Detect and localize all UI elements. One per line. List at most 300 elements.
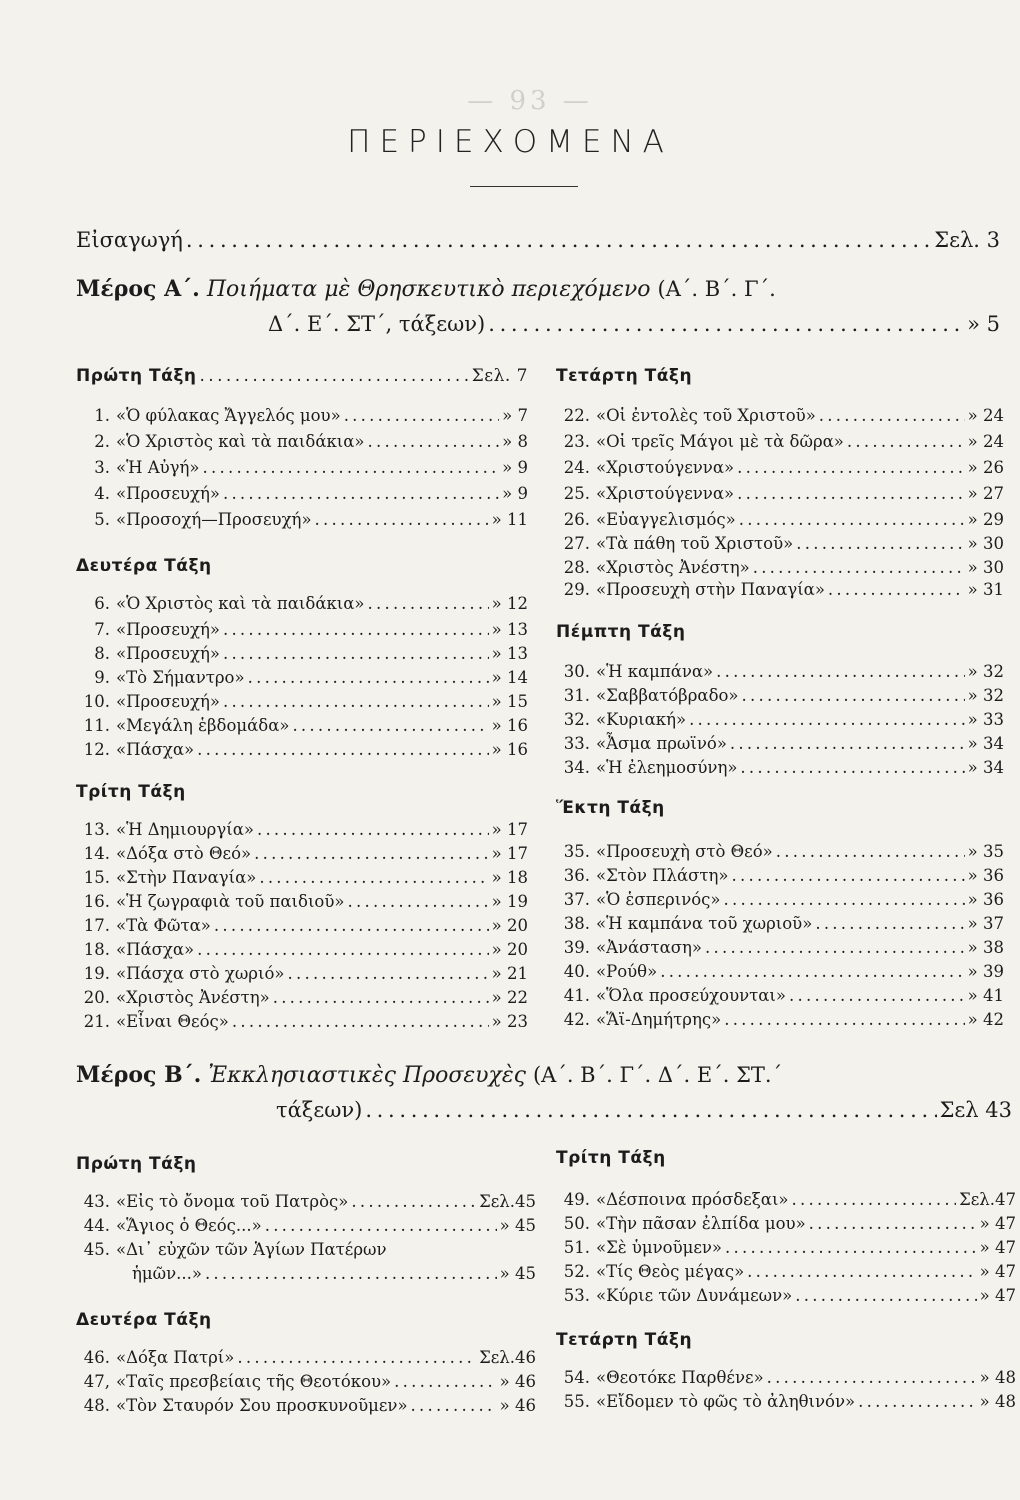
entry-page: » 13 (491, 620, 528, 639)
entry-page: » 12 (491, 594, 528, 613)
leader-dots (186, 228, 931, 252)
entry-page: » 23 (491, 1012, 528, 1031)
entry-page: » 48 (979, 1392, 1016, 1411)
page-title: ΠΕΡΙΕΧΟΜΕΝΑ (347, 124, 673, 160)
leader-dots (223, 484, 499, 503)
entry-number: 43. (83, 1192, 110, 1211)
entry-number: 46. (83, 1348, 110, 1367)
leader-dots (488, 312, 964, 336)
entry-number: 7. (94, 620, 110, 639)
entry-page: » 24 (967, 406, 1004, 425)
toc-entry[interactable] (556, 710, 1004, 729)
part-a-classes-2: Δ΄. Ε΄. ΣΤ΄, τάξεων) (268, 312, 486, 336)
entry-number: 22. (563, 406, 590, 425)
leader-dots (232, 1012, 489, 1031)
toc-entry[interactable] (556, 1368, 1016, 1387)
entry-title: «Δόξα στὸ Θεό» (116, 844, 252, 863)
entry-number: 52. (563, 1262, 590, 1281)
entry-page: » 47 (979, 1286, 1016, 1305)
toc-entry[interactable] (556, 1262, 1016, 1281)
entry-title: «Ταῖς πρεσβείαις τῆς Θεοτόκου» (116, 1372, 392, 1391)
entry-title: «Δι᾽ εὐχῶν τῶν Ἁγίων Πατέρων (116, 1240, 387, 1259)
entry-number: 15. (83, 868, 110, 887)
leader-dots (288, 964, 489, 983)
entry-title: «Τίς Θεὸς μέγας» (596, 1262, 745, 1281)
entry-title: «Εἴδομεν τὸ φῶς τὸ ἀληθινόν» (596, 1392, 856, 1411)
entry-number: 3. (94, 458, 110, 477)
toc-entry[interactable] (76, 892, 528, 911)
leader-dots (767, 1368, 977, 1387)
toc-entry[interactable] (76, 940, 528, 959)
leader-dots (273, 988, 489, 1007)
entry-number: 41. (563, 986, 590, 1005)
entry-title: «Σὲ ὑμνοῦμεν» (596, 1238, 723, 1257)
entry-title: «Ἅϊ-Δημήτρης» (596, 1010, 722, 1029)
leader-dots (394, 1372, 497, 1391)
entry-title: «Κυριακή» (596, 710, 687, 729)
entry-page: » 34 (967, 758, 1004, 777)
entry-page: » 19 (491, 892, 528, 911)
entry-number: 42. (563, 1010, 590, 1029)
part-b-classes: (Α΄. Β΄. Γ΄. Δ΄. Ε΄. ΣΤ.΄ (532, 1063, 783, 1087)
entry-number: 44. (83, 1216, 110, 1235)
toc-entry[interactable] (556, 580, 1004, 599)
entry-title: «Ἡ καμπάνα τοῦ χωριοῦ» (596, 914, 813, 933)
entry-page: » 47 (979, 1262, 1016, 1281)
toc-entry[interactable] (556, 962, 1004, 981)
entry-number: 4. (94, 484, 110, 503)
part-b-heading-cont (276, 1098, 1012, 1122)
part-b-label: Μέρος Β΄. (76, 1062, 202, 1088)
leader-dots (254, 844, 489, 863)
entry-page: » 7 (502, 406, 528, 425)
entry-page: » 18 (491, 868, 528, 887)
entry-number: 37. (563, 890, 590, 909)
entry-title: «Θεοτόκε Παρθένε» (596, 1368, 764, 1387)
leader-dots (367, 594, 488, 613)
entry-number: 48. (83, 1396, 110, 1415)
entry-number: 38. (563, 914, 590, 933)
leader-dots (347, 892, 488, 911)
entry-title: «Ἡ Δημιουργία» (116, 820, 254, 839)
leader-dots (411, 1396, 497, 1415)
entry-number: 25. (563, 484, 590, 503)
entry-page: » 37 (967, 914, 1004, 933)
leader-dots (214, 916, 489, 935)
entry-page: » 36 (967, 866, 1004, 885)
entry-page: » 20 (491, 940, 528, 959)
toc-entry[interactable] (76, 668, 528, 687)
toc-entry[interactable] (76, 458, 528, 477)
toc-entry[interactable] (76, 1012, 528, 1031)
part-a-classes: (Α΄. Β΄. Γ΄. (657, 277, 776, 301)
entry-title: «Δέσποινα πρόσδεξαι» (596, 1190, 789, 1209)
entry-title: «Τὰ Φῶτα» (116, 916, 211, 935)
toc-entry[interactable] (556, 686, 1004, 705)
toc-entry[interactable] (556, 662, 1004, 681)
part-a-heading[interactable] (76, 276, 776, 302)
entry-page: » 31 (967, 580, 1004, 599)
leader-dots (858, 1392, 977, 1411)
entry-title: «Προσευχή» (116, 484, 220, 503)
leader-dots (199, 366, 468, 386)
entry-title: «Τὸ Σήμαντρο» (116, 668, 245, 687)
toc-entry[interactable] (76, 916, 528, 935)
entry-title: «Στὸν Πλάστη» (596, 866, 729, 885)
toc-entry[interactable] (556, 1392, 1016, 1411)
entry-number: 11. (83, 716, 110, 735)
entry-number: 32. (563, 710, 590, 729)
entry-page: » 27 (967, 484, 1004, 503)
toc-entry[interactable] (556, 558, 1004, 577)
section-title: Ἕκτη Τάξη (556, 798, 665, 818)
leader-dots (248, 668, 489, 687)
entry-title-cont: ἡμῶν...» (132, 1264, 202, 1283)
entry-page: » 29 (967, 510, 1004, 529)
entry-page: » 41 (967, 986, 1004, 1005)
leader-dots (731, 866, 964, 885)
toc-entry[interactable] (76, 1216, 536, 1235)
entry-page: » 13 (491, 644, 528, 663)
leader-dots (847, 432, 965, 451)
entry-title: «Προσοχή—Προσευχή» (116, 510, 312, 529)
entry-title: «Ὁ Χριστὸς καὶ τὰ παιδάκια» (116, 432, 365, 451)
entry-number: 30. (563, 662, 590, 681)
entry-number: 55. (563, 1392, 590, 1411)
entry-title: «Ρούθ» (596, 962, 658, 981)
leader-dots (730, 734, 965, 753)
entry-title: «Χριστὸς Ἀνέστη» (116, 988, 270, 1007)
entry-page: » 42 (967, 1010, 1004, 1029)
leader-dots (689, 710, 965, 729)
intro-label: Εἰσαγωγή (76, 228, 183, 252)
entry-page: » 30 (967, 534, 1004, 553)
toc-entry[interactable] (556, 1190, 1016, 1209)
entry-number: 18. (83, 940, 110, 959)
leader-dots (367, 432, 499, 451)
entry-number: 21. (83, 1012, 110, 1031)
entry-number: 10. (83, 692, 110, 711)
entry-number: 13. (83, 820, 110, 839)
entry-number: 6. (94, 594, 110, 613)
entry-number: 45. (83, 1240, 110, 1259)
toc-entry[interactable] (76, 644, 528, 663)
entry-number: 50. (563, 1214, 590, 1233)
leader-dots (795, 1286, 976, 1305)
toc-entry[interactable] (76, 432, 528, 451)
leader-dots (237, 1348, 476, 1367)
part-a-title: Ποιήματα μὲ Θρησκευτικὸ περιεχόμενο (206, 277, 651, 302)
leader-dots (724, 1010, 964, 1029)
leader-dots (828, 580, 965, 599)
entry-number: 34. (563, 758, 590, 777)
toc-entry[interactable] (556, 510, 1004, 529)
leader-dots (315, 510, 489, 529)
leader-dots (257, 820, 489, 839)
entry-page: » 32 (967, 662, 1004, 681)
toc-entry[interactable] (556, 758, 1004, 777)
entry-page: » 9 (502, 484, 528, 503)
toc-entry[interactable] (556, 938, 1004, 957)
entry-number: 39. (563, 938, 590, 957)
entry-title: «Πάσχα» (116, 940, 195, 959)
leader-dots (197, 940, 489, 959)
entry-title: «Κύριε τῶν Δυνάμεων» (596, 1286, 793, 1305)
title-divider (470, 186, 578, 187)
entry-page: » 9 (502, 458, 528, 477)
entry-page: » 15 (491, 692, 528, 711)
toc-entry[interactable] (76, 510, 528, 529)
toc-entry[interactable] (556, 458, 1004, 477)
leader-dots (742, 686, 965, 705)
leader-dots (205, 1264, 497, 1283)
entry-number: 36. (563, 866, 590, 885)
intro-page: Σελ. 3 (934, 228, 1000, 252)
entry-page: » 35 (967, 842, 1004, 861)
section-title: Τρίτη Τάξη (556, 1148, 666, 1168)
entry-title: «Προσευχὴ στὴν Παναγία» (596, 580, 825, 599)
part-a-label: Μέρος Α΄. (76, 276, 200, 302)
toc-entry[interactable] (76, 844, 528, 863)
part-a-page: » 5 (967, 312, 1000, 336)
entry-page: » 47 (979, 1238, 1016, 1257)
entry-number: 26. (563, 510, 590, 529)
entry-page: » 38 (967, 938, 1004, 957)
entry-page: » 26 (967, 458, 1004, 477)
toc-entry[interactable] (76, 692, 528, 711)
toc-entry[interactable] (76, 594, 528, 613)
entry-number: 16. (83, 892, 110, 911)
toc-entry[interactable] (76, 740, 528, 759)
entry-title: «Προσευχὴ στὸ Θεό» (596, 842, 773, 861)
entry-number: 33. (563, 734, 590, 753)
toc-entry[interactable] (556, 734, 1004, 753)
leader-dots (197, 740, 489, 759)
entry-page: » 17 (491, 820, 528, 839)
entry-page: » 46 (499, 1372, 536, 1391)
entry-page: » 47 (979, 1214, 1016, 1233)
toc-entry[interactable] (556, 484, 1004, 503)
entry-title: «Τὴν πᾶσαν ἐλπίδα μου» (596, 1214, 806, 1233)
entry-title: «Σαββατόβραδο» (596, 686, 739, 705)
entry-page: Σελ.45 (479, 1192, 536, 1211)
entry-title: «Ἀνάσταση» (596, 938, 702, 957)
toc-entry[interactable] (76, 868, 528, 887)
toc-entry[interactable] (76, 988, 528, 1007)
entry-number: 19. (83, 964, 110, 983)
toc-entry[interactable] (76, 1372, 536, 1391)
entry-number: 8. (94, 644, 110, 663)
intro-entry[interactable] (76, 228, 1000, 252)
entry-number: 53. (563, 1286, 590, 1305)
entry-page: » 11 (491, 510, 528, 529)
entry-title: «Ἡ καμπάνα» (596, 662, 714, 681)
leader-dots (265, 1216, 497, 1235)
entry-title: «Χριστούγεννα» (596, 484, 735, 503)
entry-number: 49. (563, 1190, 590, 1209)
toc-entry[interactable] (76, 620, 528, 639)
leader-dots (660, 962, 964, 981)
entry-title: «Προσευχή» (116, 620, 220, 639)
entry-page: » 21 (491, 964, 528, 983)
toc-entry[interactable] (556, 534, 1004, 553)
leader-dots (819, 406, 965, 425)
leader-dots (223, 692, 489, 711)
part-a-heading-cont (268, 312, 1000, 336)
entry-page: » 33 (967, 710, 1004, 729)
entry-page: » 17 (491, 844, 528, 863)
section-title: Τετάρτη Τάξη (556, 1330, 693, 1350)
entry-number: 54. (563, 1368, 590, 1387)
section-title: Τρίτη Τάξη (76, 782, 186, 802)
page-number: — 93 — (467, 86, 593, 116)
part-b-page: Σελ 43 (939, 1098, 1012, 1122)
entry-number: 40. (563, 962, 590, 981)
entry-number: 35. (563, 842, 590, 861)
toc-entry[interactable] (556, 890, 1004, 909)
entry-number: 20. (83, 988, 110, 1007)
entry-title: «Ἆσμα πρωϊνό» (596, 734, 727, 753)
entry-number: 5. (94, 510, 110, 529)
toc-entry[interactable] (76, 406, 528, 425)
leader-dots (259, 868, 488, 887)
entry-page: Σελ.46 (479, 1348, 536, 1367)
toc-entry[interactable] (556, 866, 1004, 885)
toc-entry[interactable] (76, 1348, 536, 1367)
entry-number: 24. (563, 458, 590, 477)
entry-page: » 16 (491, 716, 528, 735)
entry-title: «Πάσχα» (116, 740, 195, 759)
entry-number: 12. (83, 740, 110, 759)
entry-title: «Ἡ ἐλεημοσύνη» (596, 758, 738, 777)
entry-title: «Ὁ Χριστὸς καὶ τὰ παιδάκια» (116, 594, 365, 613)
entry-page: » 20 (491, 916, 528, 935)
entry-number: 23. (563, 432, 590, 451)
entry-page: » 48 (979, 1368, 1016, 1387)
entry-number: 47, (83, 1372, 110, 1391)
entry-title: «Τὸν Σταυρόν Σου προσκυνοῦμεν» (116, 1396, 408, 1415)
entry-title: «Εὐαγγελισμός» (596, 510, 736, 529)
entry-page: » 30 (967, 558, 1004, 577)
entry-page: » 32 (967, 686, 1004, 705)
entry-title: «Εἰς τὸ ὄνομα τοῦ Πατρὸς» (116, 1192, 349, 1211)
entry-number: 14. (83, 844, 110, 863)
entry-page: » 46 (499, 1396, 536, 1415)
toc-entry[interactable] (76, 484, 528, 503)
entry-page: » 22 (491, 988, 528, 1007)
entry-title: «Ὅλα προσεύχουνται» (596, 986, 786, 1005)
entry-number: 2. (94, 432, 110, 451)
toc-entry[interactable] (556, 1238, 1016, 1257)
leader-dots (292, 716, 488, 735)
entry-title: «Εἶναι Θεός» (116, 1012, 229, 1031)
entry-title: «Δόξα Πατρί» (116, 1348, 235, 1367)
entry-number: 28. (563, 558, 590, 577)
entry-number: 31. (563, 686, 590, 705)
entry-title: «Στὴν Παναγία» (116, 868, 257, 887)
leader-dots (344, 406, 499, 425)
toc-entry[interactable] (76, 1240, 536, 1259)
entry-page: Σελ.47 (959, 1190, 1016, 1209)
toc-entry[interactable] (556, 1286, 1016, 1305)
toc-entry[interactable] (76, 716, 528, 735)
entry-page: » 8 (502, 432, 528, 451)
leader-dots (776, 842, 965, 861)
leader-dots (747, 1262, 976, 1281)
leader-dots (789, 986, 965, 1005)
part-b-title: Ἐκκλησιαστικὲς Προσευχὲς (208, 1063, 526, 1088)
entry-title: «Ἡ ζωγραφιὰ τοῦ παιδιοῦ» (116, 892, 345, 911)
entry-page: » 39 (967, 962, 1004, 981)
entry-number: 27. (563, 534, 590, 553)
entry-title: «Μεγάλη ἑβδομάδα» (116, 716, 290, 735)
entry-title: «Χριστὸς Ἀνέστη» (596, 558, 750, 577)
toc-entry[interactable] (76, 1396, 536, 1415)
leader-dots (815, 914, 964, 933)
leader-dots (725, 1238, 977, 1257)
toc-entry[interactable] (556, 1010, 1004, 1029)
leader-dots (365, 1098, 936, 1122)
toc-entry[interactable] (556, 842, 1004, 861)
entry-title: «Προσευχή» (116, 692, 220, 711)
leader-dots (809, 1214, 977, 1233)
section-title: Δευτέρα Τάξη (76, 556, 212, 576)
entry-title: «Πάσχα στὸ χωριό» (116, 964, 285, 983)
entry-number: 9. (94, 668, 110, 687)
toc-entry[interactable] (76, 820, 528, 839)
entry-page: » 36 (967, 890, 1004, 909)
toc-entry[interactable] (76, 964, 528, 983)
toc-entry[interactable] (76, 1192, 536, 1211)
leader-dots (739, 510, 965, 529)
entry-page: » 45 (499, 1264, 536, 1283)
toc-entry[interactable] (556, 432, 1004, 451)
entry-page: » 14 (491, 668, 528, 687)
toc-entry[interactable] (556, 986, 1004, 1005)
entry-number: 51. (563, 1238, 590, 1257)
entry-title: «Προσευχή» (116, 644, 220, 663)
entry-title: «Ὁ φύλακας Ἄγγελός μου» (116, 406, 341, 425)
section-title: Πέμπτη Τάξη (556, 622, 686, 642)
leader-dots (737, 484, 965, 503)
entry-title: «Χριστούγεννα» (596, 458, 735, 477)
leader-dots (792, 1190, 957, 1209)
entry-title: «Οἱ ἐντολὲς τοῦ Χριστοῦ» (596, 406, 816, 425)
section-heading (76, 366, 528, 386)
entry-title: «Ἅγιος ὁ Θεός...» (116, 1216, 262, 1235)
entry-page: » 16 (491, 740, 528, 759)
toc-entry[interactable] (556, 1214, 1016, 1233)
toc-entry[interactable] (556, 914, 1004, 933)
leader-dots (705, 938, 965, 957)
entry-title: «Ἡ Αὐγή» (116, 458, 200, 477)
toc-entry-continuation[interactable] (132, 1264, 536, 1283)
entry-title: «Τὰ πάθη τοῦ Χριστοῦ» (596, 534, 794, 553)
section-title: Πρώτη Τάξη (76, 1154, 197, 1174)
section-title: Πρώτη Τάξη (76, 366, 197, 386)
leader-dots (223, 620, 489, 639)
section-title: Δευτέρα Τάξη (76, 1310, 212, 1330)
entry-number: 1. (94, 406, 110, 425)
entry-title: «Ὁ ἑσπερινός» (596, 890, 721, 909)
leader-dots (753, 558, 965, 577)
leader-dots (716, 662, 965, 681)
entry-page: » 34 (967, 734, 1004, 753)
section-page: Σελ. 7 (471, 366, 528, 386)
part-b-heading[interactable] (76, 1062, 782, 1088)
leader-dots (223, 644, 489, 663)
toc-entry[interactable] (556, 406, 1004, 425)
